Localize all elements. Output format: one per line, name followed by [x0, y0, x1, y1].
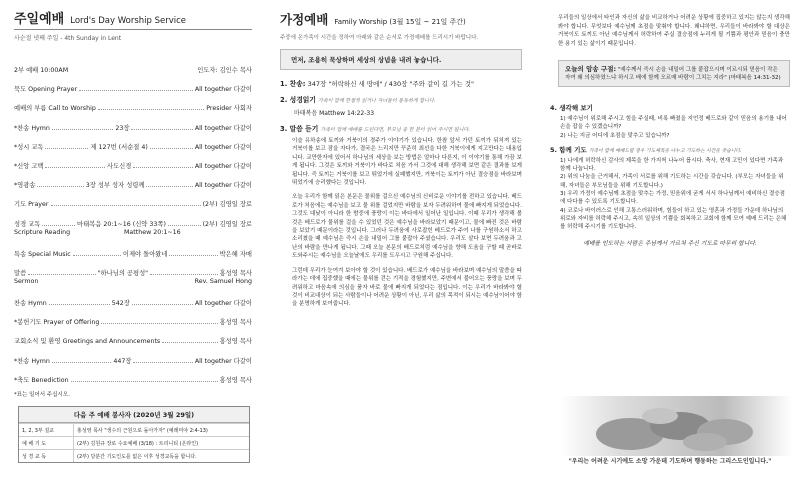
- call-in-box: 먼저, 조용히 묵상하며 세상의 상념을 내려 놓습니다.: [280, 49, 522, 70]
- service-row-english: Sermon Rev. Samuel Hong: [14, 278, 252, 286]
- reflection-heading: 4. 생각해 보기: [550, 104, 593, 112]
- service-row: 교회소식 및 환영 Greetings and Announcements 홍성영 목사: [14, 338, 252, 346]
- service-row: 특송 Special Music 이제야 돌아왔네 박은혜 자매: [14, 250, 253, 258]
- service-row: *축도 Benediction 홍성영 목사: [14, 376, 252, 384]
- worship-subtitle: 사순절 넷째 주일 - 4th Sunday in Lent: [14, 35, 122, 42]
- standing-note: *표는 일어서 주십시오.: [14, 392, 70, 398]
- service-row: *찬송 Hymn 23장 All together 다같이: [14, 124, 253, 132]
- family-worship-title-kr: 가정예배: [280, 12, 329, 27]
- service-row: 말씀 "하나님의 공평성" 홍성영 목사: [14, 269, 252, 277]
- prayer-heading: 5. 함께 기도 가족이 함께 예배드릴 경우 기도제목을 나누고 기도하는 시간을 갖습니다.: [550, 145, 742, 154]
- sermon-item: 3. 말씀 듣기 가족이 함께 예배를 드린다면, 부모님 중 한 분이 읽어 주시면 됩니다.: [280, 125, 470, 133]
- table-row: 예 배 기 도 (2부) 김원규 장로 수요예배 (3/18) : 트리니티 (온라인): [19, 437, 249, 450]
- service-row: 묵도 Opening Prayer All together 다같이: [14, 86, 252, 94]
- hymn-item: 1. 찬송: 347장 "허락하신 새 땅에" / 430장 "주와 같이 길 가는 것": [280, 80, 474, 88]
- service-row: 찬송 Hymn 542장 All together 다같이: [14, 300, 252, 308]
- church-motto: "우리는 어려운 시기에도 소망 가운데 기도하며 행동하는 그리스도인입니다.": [568, 458, 772, 465]
- family-worship-header: [280, 10, 522, 28]
- reflection-question: 2) 나는 지금 어디에 초점을 맞추고 있습니까?: [560, 132, 670, 139]
- service-row: 2부 예배 10:00AM 인도자: 김인수 목사: [14, 67, 252, 74]
- service-row: *찬송 Hymn 447장 All together 다같이: [14, 357, 253, 365]
- sermon-paragraph: 이슬 유하송에 토끼와 거북이의 경주가 이야기가 있습니다. 한참 앞서 가던 토끼가 뒤처져 있는 거북이를 보고 잠을 자다가, 결국은 느리지만 꾸준히 최선을 다한 거북이에게 지고만다는 내용입니다. 교만한자에 있어서 하나님의 세상을 보는 방법은 얼마나 다른지, 이 이야기를 통해 가끔 보게 됩니다. 그것은 토끼와 거북이가 바다로 처음 가서 그것에 대해 생각해 보면 같은 결과를 보게 됩니다. 즉 토끼는 거북이를 보고 뛰었기에 실패했지만, 거북이는 토끼가 아닌 결승점을 바라보며 뛰었기에 승리했다는 것입니다.: [292, 138, 522, 187]
- memory-verse-box: 오늘의 암송 구절: "예수께서 즉시 손을 내밀어 그를 붙잡으시며 이르시되 믿음이 작은 자여 왜 의심하였느냐 하시고 배에 함께 오르매 바람이 그치는 지라" (마태복음 14:31-32): [558, 60, 790, 87]
- sermon-continued: 우리들의 일상에서 타인과 자신의 삶을 비교하거나 어려운 상황에 집중하고 있지는 않는지 생각해 봐야 합니다. 무엇보다 예수님께 초점을 맞춰야 합니다. 왜냐하면, 우리들이 바라봐야 할 대상은 거북이도 토끼도 아닌 예수님께서 허락하여 주실 결승점에 누리게 될 기쁨과 평안과 믿음이 충만한 용기 있는 삶이기 때문입니다.: [558, 15, 790, 47]
- worship-header: [14, 8, 252, 30]
- prayer-item: 4) 코로나 바이러스로 인해 고통스러워하며, 힘들어 하고 있는 영혼과 가정들 가운데 하나님의 위로와 자비를 허락해 주시고, 속히 일상의 기쁨을 회복하고 교회에 함께 모여 예배 드리는 은혜를 허락해 주시기를 기도합니다.: [560, 207, 787, 231]
- table-row: 성 경 교 독 (2부) 당분간 기도인도를 없은 이후 성경교독을 합니다.: [19, 450, 249, 463]
- closing-instruction: 예배를 인도하는 사람은 주님께서 가르쳐 주신 기도로 마무리 합니다.: [583, 240, 757, 247]
- next-week-servers-table: [18, 406, 250, 463]
- service-row: *봉헌기도 Prayer of Offering 홍성영 목사: [14, 319, 252, 327]
- service-row-english: Scripture Reading Matthew 20:1~16: [14, 228, 181, 236]
- prayer-item: 2) 위의 나눔을 근거해서, 가족이 서로를 위해 기도하는 시간을 갖습니다. (부모는 자녀들을 위해, 자녀들은 부모님들을 위해 기도합니다.): [560, 174, 784, 189]
- order-of-service: [14, 64, 252, 384]
- service-row: *영광송 3장 성부 성자 성령께 All together 다같이: [14, 182, 252, 190]
- scripture-item: 2. 성경읽기 가족이 함께 한절씩 읽거나 자녀들이 봉독하게 합니다.: [280, 96, 436, 104]
- sermon-paragraph: 그런데 우리가 눈여겨 보아야 할 것이 있습니다. 베드로가 예수님을 바라보며 예수님의 말씀을 따라가는 데에 집중했을 때에는 물위를 걷는 기적을 경험했지만, 주변에서 불어오는 풍랑을 보며 두려워하고 마음속에 의심을 품자 바로 물에 빠지게 되었다는 점입니다. 이는 우리가 바라봐야 할 것이 비교대상이 되는 사람들이나 어려운 상황이 아닌, 우리 삶의 목적이 되시는 예수님이어야 함을 분명하게 보여줍니다.: [292, 267, 522, 308]
- service-row: *신앙 고백 사도신경 All together 다같이: [14, 162, 253, 170]
- table-row: 1, 2, 3부 설교 홍성영 목사 "생수의 근원으로 돌아가자" (예레미야 2:4-13): [19, 424, 249, 437]
- family-worship-intro: 주중에 온가족이 시간을 정하여 아래와 같은 순서로 가정예배를 드리시기 바랍니다.: [280, 35, 479, 41]
- prayer-item: 3) 우리 가정이 예수님께 초점을 맞추는 가정, 믿음위에 굳게 서서 하나님께서 예비하신 결승점에 다다를 수 있도록 기도합니다.: [560, 191, 785, 206]
- worship-title-kr: 주일예배: [14, 12, 65, 27]
- service-row: 기도 Prayer (2부) 김영일 장로: [14, 201, 252, 209]
- middle-column: [268, 0, 530, 486]
- worship-title-en: Lord's Day Worship Service: [70, 16, 187, 26]
- service-row: 성경 교독 마태복음 20:1~16 (신약 33쪽) (2부) 김영일 장로: [14, 220, 252, 228]
- family-worship-title-en: Family Worship (3월 15일 ~ 21일 주간): [334, 18, 466, 26]
- scripture-reference: 마태복음 Matthew 14:22-33: [294, 110, 375, 117]
- praying-hands-photo: [560, 396, 792, 456]
- sermon-paragraph: 오늘 우리가 함께 읽은 본문은 물위를 걸으신 예수님의 신비로운 이야기를 전하고 있습니다. 베드로가 처음에는 예수님을 보고 물 위를 걸었지만 바람을 보자 두려워하여 물에 빠지게 되었습니다. 그것도 대낮이 아니라 한 밤중에 풍랑이 이는 바다에서 일어난 일입니다. 이때 우리가 생각해 볼 것은 베드로가 물위를 걸을 수 있었던 것은 예수님을 바라보았기 때문이고, 물에 빠진 것은 바람을 보았기 때문이라는 것입니다. 그러나 두려움에 사로잡힌 베드로가 주여 나를 구원하소서 하고 소리쳤을 때 예수님은 즉시 손을 내밀어 그를 붙잡아 주셨습니다. 우리도 살다 보면 두려움과 고난의 바람을 만나게 됩니다. 그때 오늘 본문의 베드로처럼 예수님을 향해 도움을 구할 때 곧바로 도와주시는 예수님을 오늘날에도 우리를 도우시고 구원해 주십니다.: [292, 194, 522, 260]
- prayer-item: 1) 나에게 허락하신 감사의 제목을 한 가지씩 나누어 봅시다. 축사, 현재 고민이 있다면 가족과 함께 나눕니다.: [560, 157, 784, 173]
- service-row: *성시 교독 제 127번 (서순절 4) All together 다같이: [14, 143, 252, 151]
- table-title: 다음 주 예배 봉사자 (2020년 3월 29일): [19, 407, 249, 423]
- service-row: 예배의 부름 Call to Worship Presider 사회자: [14, 105, 252, 113]
- reflection-question: 1) 예수님이 위로해 주시고 힘을 주실때, 비록 빠졌을 지언정 베드로와 같이 믿음의 용기를 내어 손을 잡을 수 있겠습니까?: [560, 116, 787, 131]
